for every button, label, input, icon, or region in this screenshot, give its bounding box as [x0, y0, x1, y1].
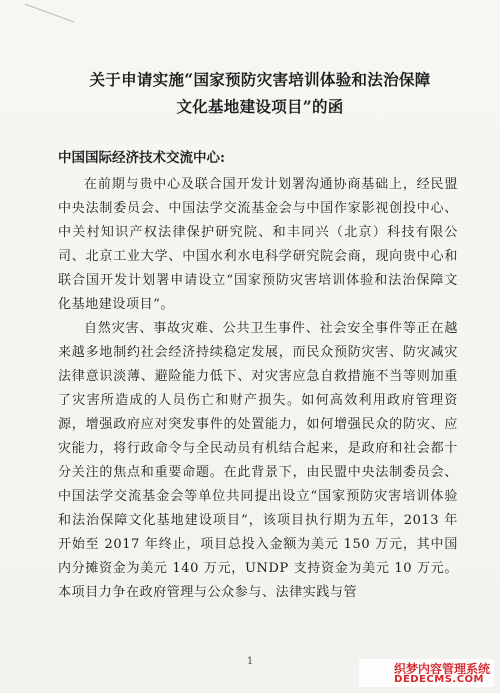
- document-title: [60, 66, 460, 120]
- paragraph-1: 在前期与贵中心及联合国开发计划署沟通协商基础上，经民盟中央法制委员会、中国法学交流基金会与中国作家影视创投中心、中关村知识产权法律保护研究院、和丰同兴（北京）科技有限公司、北京工业大学、中国水利水电科学研究院会商，现向贵中心和联合国开发计划署申请设立“国家预防灾害培训体验和法治保障文化基地建设项目”。: [58, 177, 458, 312]
- title-line-2: 文化基地建设项目”的函: [176, 97, 344, 116]
- site-watermark: [359, 659, 494, 687]
- page-number: 1: [246, 656, 254, 667]
- watermark-cn: 织梦内容管理系统: [393, 662, 490, 676]
- addressee: 中国国际经济技术交流中心:: [58, 150, 225, 166]
- paragraph-2: 自然灾害、事故灾难、公共卫生事件、社会安全事件等正在越来越多地制约社会经济持续稳定发展，而民众预防灾害、防灾减灾法律意识淡薄、避险能力低下、对灾害应急自救措施不当等则加重了灾害所造成的人员伤亡和财产损失。如何高效利用政府管理资源，增强政府应对突发事件的处置能力，如何增强民众的防灾、应灾能力，将行政命令与全民动员有机结合起来，是政府和社会都十分关注的焦点和重要命题。在此背景下，由民盟中央法制委员会、中国法学交流基金会等单位共同提出设立“国家预防灾害培训体验和法治保障文化基地建设项目”，该项目执行期为五年，2013 年开始至 2017 年终止，项目总投入金额为美元 150 万元，其中国内分摊资金为美元 140 万元，UNDP 支持资金为美元 10 万元。本项目力争在政府管理与公众参与、法律实践与管: [58, 321, 458, 600]
- watermark-en: DEDECMS.COM: [394, 674, 484, 685]
- title-line-1: 关于申请实施“国家预防灾害培训体验和法治保障: [89, 70, 431, 89]
- scan-mark: [18, 4, 75, 43]
- letter-body: [58, 173, 458, 605]
